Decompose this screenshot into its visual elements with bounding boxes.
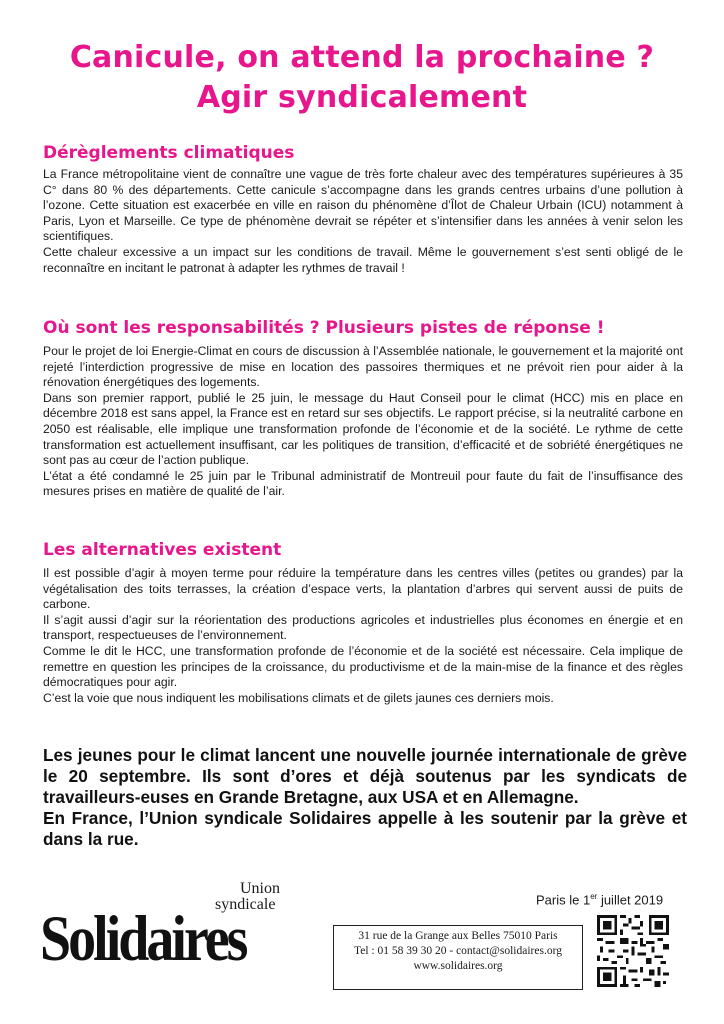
address-website[interactable]: www.solidaires.org (413, 960, 503, 972)
paragraph: Comme le dit le HCC, une transformation profonde de l’économie et de la société est nécessaire. Cela implique de remettre en question les principes de la croissance, du productivisme et de la main-mise de la finance et des règles démocratiques pour agir. (43, 643, 683, 690)
date-prefix: Paris le 1 (536, 892, 591, 908)
paragraph: C’est la voie que nous indiquent les mobilisations climats et de gilets jaunes ces derniers mois. (43, 690, 554, 705)
callout-paragraph: En France, l’Union syndicale Solidaires appelle à les soutenir par la grève et dans la rue. (43, 808, 687, 849)
callout-paragraph: Les jeunes pour le climat lancent une nouvelle journée internationale de grève le 20 septembre. Ils sont d’ores et déjà soutenus par les syndicats de travailleurs-euses en Grande Bretagne, aux USA et en Allemagne. (43, 745, 687, 807)
address-contact: Tel : 01 58 39 30 20 - contact@solidaires.org (354, 945, 562, 957)
qr-code-icon[interactable] (597, 915, 669, 987)
logo-union-text: Union (240, 880, 280, 897)
paragraph: L’état a été condamné le 25 juin par le Tribunal administratif de Montreuil pour faute du fait de l’insuffisance des mesures prises en matière de qualité de l’air. (43, 468, 683, 499)
solidaires-logo: Solidaires (40, 903, 246, 976)
paragraph: La France métropolitaine vient de connaître une vague de très forte chaleur avec des températures supérieures à 35 C° dans 80 % des départements. Cette canicule s’accompagne dans les grands centres urbains d’une pollution à l’ozone. Cette situation est exacerbée en ville en raison du phénomène d’Îlot de Chaleur Urbain (ICU) notamment à Paris, Lyon et Marseille. Ce type de phénomène devrait se répéter et s’intensifier dans les années à venir selon les scientifiques. (43, 167, 683, 244)
paragraph: Il s’agit aussi d’agir sur la réorientation des productions agricoles et industrielles plus économes en énergie et en transport, respectueuses de l’environnement. (43, 612, 683, 643)
section-body-responsibilities (43, 344, 683, 500)
logo-syndicale-text: syndicale (215, 896, 276, 913)
page-title-line2: Agir syndicalement (196, 80, 528, 115)
paragraph: Pour le projet de loi Energie-Climat en cours de discussion à l’Assemblée nationale, le gouvernement et la majorité ont rejeté l’interdiction progressive de mise en location des passoires thermiques et ne prévoit rien pour aider à la rénovation énergétiques des logements. (43, 344, 683, 390)
section-body-alternatives (43, 566, 683, 706)
section-heading-responsibilities: Où sont les responsabilités ? Plusieurs pistes de réponse ! (43, 318, 605, 338)
date-suffix: juillet 2019 (597, 892, 664, 908)
paragraph: Dans son premier rapport, publié le 25 juin, le message du Haut Conseil pour le climat (HCC) mis en place en décembre 2018 est sans appel, la France est en retard sur ses objectifs. Le rapport précise, si la neutralité carbone en 2050 est réalisable, elle implique une transformation profonde de l’économie et de la société. Le rythme de cette transformation est actuellement insuffisant, car les politiques de transition, d’efficacité et de sobriété énergétiques ne sont pas au cœur de l’action publique. (43, 390, 683, 468)
paragraph: Il est possible d’agir à moyen terme pour réduire la température dans les centres villes (petites ou grandes) par la végétalisation des toits terrasses, la création d’espace verts, la plantation d’arbres qui servent aussi de puits de carbone. (43, 566, 683, 612)
section-heading-alternatives: Les alternatives existent (43, 540, 282, 560)
address-street: 31 rue de la Grange aux Belles 75010 Paris (358, 930, 558, 942)
paragraph: Cette chaleur excessive a un impact sur les conditions de travail. Même le gouvernement s’est senti obligé de le reconnaître en incitant le patronat à adapter les rythmes de travail ! (43, 244, 683, 275)
callout-block (43, 745, 687, 850)
publication-date (536, 889, 663, 908)
section-heading-climate: Dérèglements climatiques (43, 143, 295, 163)
date-ordinal: er (590, 892, 598, 901)
page-title-line1: Canicule, on attend la prochaine ? (69, 40, 655, 75)
section-body-climate (43, 167, 683, 276)
address-box (333, 925, 583, 990)
